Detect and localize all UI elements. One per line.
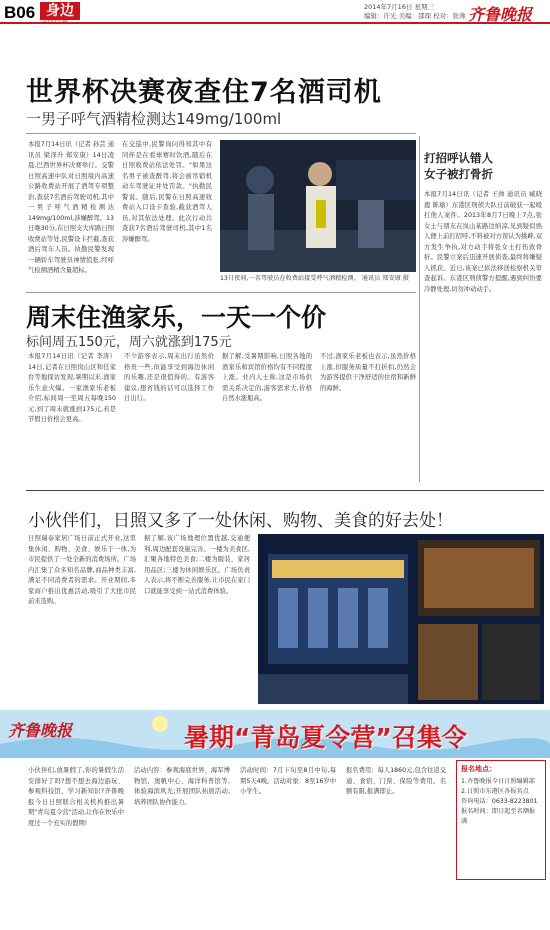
column-divider xyxy=(419,136,420,482)
promo-body-col2: 活动内容：参观海底世界、海军博物馆、奥帆中心、海洋科普馆等,体验海滨风光;开展团队拓展活动,培养团队协作能力。 xyxy=(134,767,230,806)
article1-body-col1: 本报7月14日讯（记者 孙芸 通讯员 梁泽升 郑安康）14日凌晨,巴西世界杯决赛举行。交警日照高速中队对日照境内高速公路收费站开展了酒驾专项整治,查获7名酒后驾驶司机,其中一男子呼气酒精检测达149mg/100ml,涉嫌醉驾。13日晚30分,在日照支大库路日照收费站等处,民警设卡拦截,查获酒后驾车人员。执勤民警发现一辆轿车驾驶员神情慌张,经呼气检测酒精含量超标。 xyxy=(28,141,114,274)
side-article-body: 本报7月14日讯（记者 王帅 通讯员 臧晓鹿 陈瑜）东港区刑侦大队日前破获一起殴打他人案件。2013年8月7日晚上7点,张女士与朋友在岚山某路边纳凉,见到疑似熟人便上前打招呼,不料被对方误认为挑衅,双方发生争执,对方动手将张女士打伤致骨折。民警立案后迅速开展侦查,最终将嫌疑人抓获。近日,该案已依法移送检察机关审查起诉。东港区刑侦警方提醒,遇到纠纷要冷静处理,切勿冲动动手。 xyxy=(424,191,542,293)
editor-line: 编辑：许光 美编：邵琛 校对：张帅 xyxy=(364,12,466,20)
side-headline-line2: 女子被打骨折 xyxy=(424,167,493,181)
issue-date xyxy=(364,3,466,21)
promo-body-col3: 活动时间：7月下旬至8月中旬,每期5天4晚。活动对象：8至16岁中小学生。 xyxy=(240,767,336,795)
article3-headline: 小伙伴们，日照又多了一处休闲、购物、美食的好去处！ xyxy=(28,511,453,531)
article1-subheadline: 一男子呼气酒精检测达149mg/100ml xyxy=(26,110,282,128)
article2-headline: 周末住渔家乐，一天一个价 xyxy=(26,303,327,332)
article1-photo-caption: 13日夜间,一名驾驶员在收费站接受呼气酒精检测。 通讯员 郑安康 摄 xyxy=(220,275,409,282)
article1-body-col2: 在交巡中,民警询问得知其中有同伴是在看球赛时饮酒,随后在日照收费站依法处罚。"如果这名男子被查醉驾,将会被吊销机动车驾驶证并处罚款。"执勤民警说。随后,民警在日照高速收费站入口设卡查验,截获酒驾人员,对其依法处理。此次行动共查获7名酒后驾驶司机,其中1名涉嫌醉驾。 xyxy=(122,141,212,243)
divider xyxy=(26,292,416,293)
mall-photo-icon xyxy=(258,534,544,704)
registration-body: 1.齐鲁晚报今日日照编辑部 2.日照市东港区各报名点 咨询电话：0633-8223801 报名时间：即日起至名额报满 xyxy=(461,778,538,825)
article2-body-col2: 不少游客表示,周末出行虽然价格贵一些,但能享受到海边休闲的乐趣,还是很值得的。有游客建议,想省钱的话可以选择工作日出行。 xyxy=(124,353,214,402)
police-photo-icon xyxy=(220,140,416,272)
article1-headline: 世界杯决赛夜查住7名酒司机 xyxy=(26,77,382,108)
divider xyxy=(26,490,544,491)
registration-box xyxy=(456,760,546,880)
article3-body-col1: 日照瑞泰家居广场日前正式开业,这里集休闲、购物、美食、娱乐于一体,为市民提供了一处全新的消费场所。广场内汇集了众多知名品牌,商品种类丰富,满足不同消费者的需求。开业期间,多家商户推出优惠活动,吸引了大批市民前来选购。 xyxy=(28,535,136,605)
article2-body-col3: 据了解,受暑期影响,日照各地的渔家乐和宾馆价格均有不同程度上涨。业内人士称,这是市场供需关系决定的,游客需求大,价格自然水涨船高。 xyxy=(222,353,312,402)
divider xyxy=(26,133,416,134)
issue-date-line: 2014年7月16日 星期三 xyxy=(364,3,435,11)
article2-body-col4: 不过,渔家乐老板也表示,虽然价格上涨,但服务质量不打折扣,仍然会为游客提供干净舒适的住宿和新鲜的海鲜。 xyxy=(320,353,416,392)
newspaper-logo: 齐鲁晚报 xyxy=(468,5,533,24)
article3-body-col2: 据了解,该广场地理位置优越,交通便利,周边配套设施完善。一楼为美食区,汇聚各地特色美食;二楼为服装、家居用品区;三楼为休闲娱乐区。广场负责人表示,将不断完善服务,让市民在家门口就能享受到一站式消费体验。 xyxy=(144,535,250,595)
side-headline-line1: 打招呼认错人 xyxy=(424,151,493,165)
article2-body-col1: 本报7月14日讯（记者 李涛）14日,记者在日照岚山区和任家台等地探访发现,暑期以来,渔家乐生意火爆。一家渔家乐老板介绍,标间周一至周五每晚150元,到了周末就涨到175元,若是节假日价格会更高。 xyxy=(28,353,116,423)
page-number: B06 xyxy=(4,3,36,22)
article1-photo xyxy=(220,140,416,272)
promo-logo: 齐鲁晚报 xyxy=(8,721,73,740)
promo-body-col1: 小伙伴们,放暑假了,你的暑假生活安排好了吗?想不想去海边游玩、参观科技馆、学习新知识?齐鲁晚报今日日照联合相关机构推出暑期"青岛夏令营"活动,让你在快乐中度过一个充实的假期! xyxy=(28,767,124,827)
side-article-headline xyxy=(424,150,493,182)
promo-body-col4: 报名费用：每人1860元,包含往返交通、食宿、门票、保险等费用。名额有限,报满即止。 xyxy=(346,767,446,795)
section-title: 身边 xyxy=(40,2,80,20)
section-subtitle: 今日日照 xyxy=(40,17,68,25)
article3-photo xyxy=(258,534,544,704)
promo-title: 暑期“青岛夏令营”召集令 xyxy=(184,723,467,752)
registration-title: 报名地点： xyxy=(461,765,496,773)
article2-subheadline: 标间周五150元，周六就涨到175元 xyxy=(26,335,232,350)
